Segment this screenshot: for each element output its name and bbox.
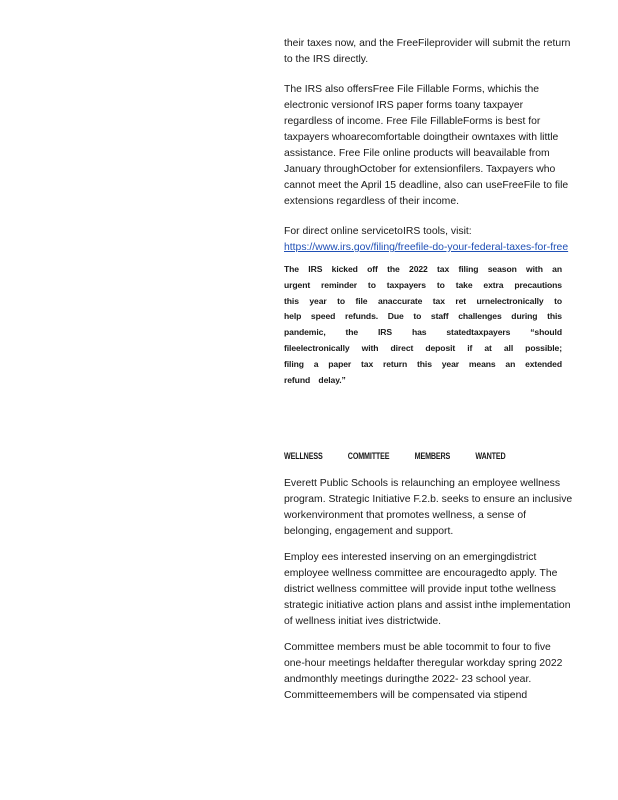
paragraph-free-file-submit: their taxes now, and the FreeFileprovider will submit the return to the IRS directly. xyxy=(284,38,571,65)
paragraph-wellness-committee: Employ ees interested inserving on an emergingdistrict employee wellness committee are encouragedto apply. The district wellness committee will provide input tothe wellness strategic initiative action plans and assist inthe implementation of wellness initiat ives districtwide. xyxy=(284,552,571,628)
paragraph-wellness-relaunch: Everett Public Schools is relaunching an employee wellness program. Strategic Initiative F.2.b. seeks to ensure an inclusive workenvironment that promotes wellness, a sense of belonging, engagement and support. xyxy=(284,478,573,538)
paragraph-irs-tools xyxy=(284,224,574,256)
paragraph-tax-season-reminder: The IRS kicked off the 2022 tax filing season with an urgent reminder to taxpayers to take extra precautions this year to file anaccurate tax ret urnelectronically to help speed refunds. Due to staff challenges during this pandemic, the IRS has statedtaxpayers “should fileelectronically with direct deposit if at all possible; filing a paper tax return this year means an extended refund delay.” xyxy=(284,264,562,385)
irs-free-file-link[interactable]: https://www.irs.gov/filing/freefile-do-your-federal-taxes-for-free xyxy=(284,242,569,253)
section-heading-wellness: WELLNESS COMMITTEE MEMBERS WANTED xyxy=(284,451,506,462)
irs-tools-intro: For direct online servicetoIRS tools, visit: xyxy=(284,226,472,237)
paragraph-fillable-forms: The IRS also offersFree File Fillable Forms, whichis the electronic versionof IRS paper forms toany taxpayer regardless of income. Free File FillableForms is best for taxpayers whoarecomfortable doingtheir owntaxes with little assistance. Free File online products will beavailable from January throughOctober for extensionfilers. Taxpayers who cannot meet the April 15 deadline, also can useFreeFile to file extensions regardless of their income. xyxy=(284,84,569,207)
document-column xyxy=(284,36,574,714)
paragraph-committee-commitment: Committee members must be able tocommit to four to five one-hour meetings heldafter theregular workday spring 2022 andmonthly meetings duringthe 2022- 23 school year. Committeemembers will be compensated via stipend xyxy=(284,642,563,702)
